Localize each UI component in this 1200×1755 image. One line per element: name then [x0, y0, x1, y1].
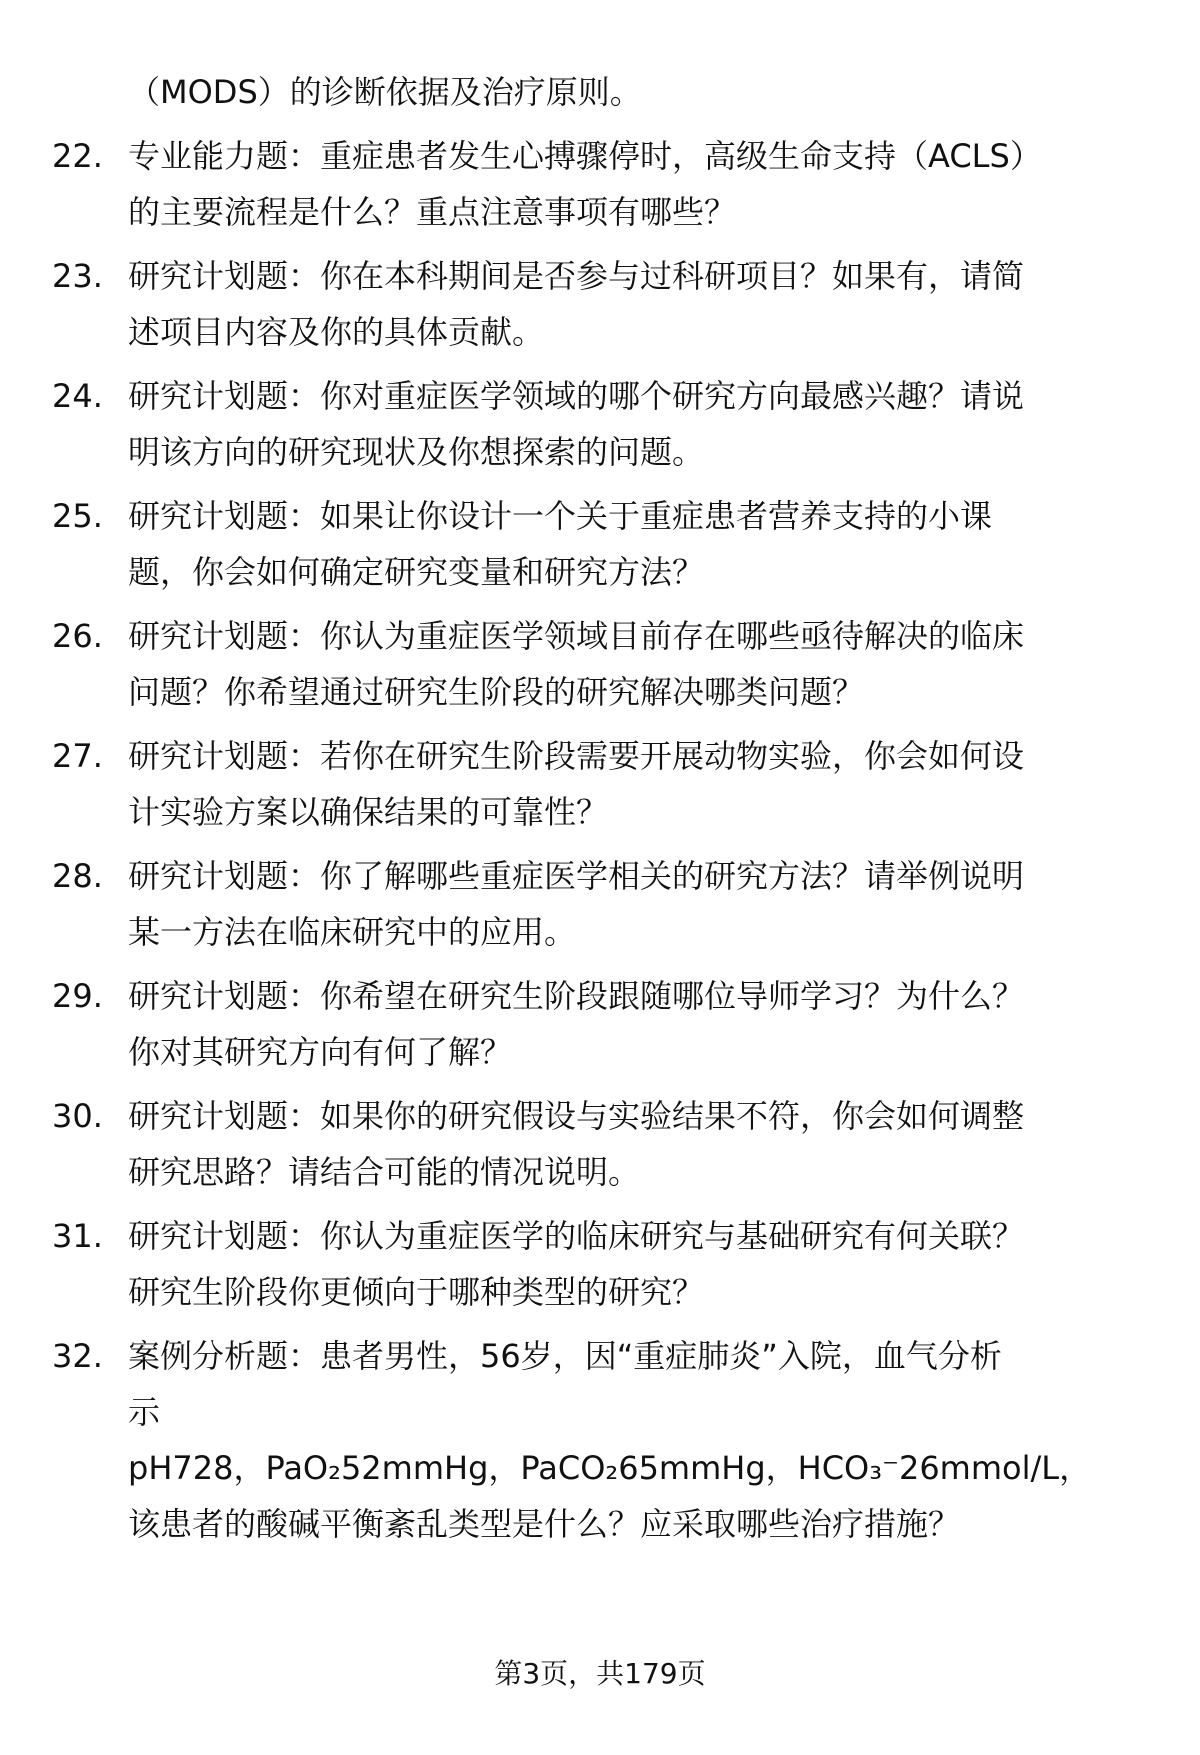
question-text	[128, 128, 1188, 240]
question-line: 研究思路？请结合可能的情况说明。	[128, 1153, 641, 1191]
question-line: 研究计划题：如果你的研究假设与实验结果不符，你会如何调整	[128, 1097, 1025, 1135]
question-line: 问题？你希望通过研究生阶段的研究解决哪类问题？	[128, 673, 865, 711]
question-text	[128, 968, 1188, 1080]
question-line: 研究生阶段你更倾向于哪种类型的研究？	[128, 1273, 705, 1311]
question-text	[128, 728, 1188, 840]
question-line: 计实验方案以确保结果的可靠性？	[128, 793, 609, 831]
question-text	[128, 248, 1188, 360]
question-number: 26.	[52, 617, 103, 655]
question-line: 的主要流程是什么？重点注意事项有哪些？	[128, 193, 737, 231]
question-number: 29.	[52, 977, 103, 1015]
question-number: 32.	[52, 1337, 103, 1375]
question-text	[128, 1328, 1188, 1552]
question-number: 22.	[52, 137, 103, 175]
question-text	[128, 488, 1188, 600]
question-text	[128, 848, 1188, 960]
question-line: 研究计划题：如果让你设计一个关于重症患者营养支持的小课	[128, 497, 993, 535]
question-number: 25.	[52, 497, 103, 535]
question-line: 该患者的酸碱平衡紊乱类型是什么？应采取哪些治疗措施？	[128, 1505, 961, 1543]
question-line: 专业能力题：重症患者发生心搏骤停时，高级生命支持（ACLS）	[128, 137, 1042, 175]
question-line: 案例分析题：患者男性，56岁，因“重症肺炎”入院，血气分析	[128, 1337, 1002, 1375]
question-number: 31.	[52, 1217, 103, 1255]
question-line: 题，你会如何确定研究变量和研究方法？	[128, 553, 705, 591]
question-line: 研究计划题：你希望在研究生阶段跟随哪位导师学习？为什么？	[128, 977, 1025, 1015]
question-number: 27.	[52, 737, 103, 775]
question-number: 28.	[52, 857, 103, 895]
question-line: 研究计划题：你了解哪些重症医学相关的研究方法？请举例说明	[128, 857, 1025, 895]
question-text	[128, 1208, 1188, 1320]
continued-text: （MODS）的诊断依据及治疗原则。	[128, 73, 642, 111]
question-line: 某一方法在临床研究中的应用。	[128, 913, 577, 951]
question-text	[128, 608, 1188, 720]
question-line: 述项目内容及你的具体贡献。	[128, 313, 545, 351]
question-line: 明该方向的研究现状及你想探索的问题。	[128, 433, 705, 471]
question-number: 24.	[52, 377, 103, 415]
question-line: 研究计划题：你在本科期间是否参与过科研项目？如果有，请简	[128, 257, 1025, 295]
question-line: 研究计划题：若你在研究生阶段需要开展动物实验，你会如何设	[128, 737, 1025, 775]
question-line: 研究计划题：你认为重症医学的临床研究与基础研究有何关联？	[128, 1217, 1025, 1255]
question-line: 你对其研究方向有何了解？	[128, 1033, 513, 1071]
question-line: 示	[128, 1393, 161, 1431]
question-text	[128, 1088, 1188, 1200]
question-number: 23.	[52, 257, 103, 295]
question-line: 研究计划题：你对重症医学领域的哪个研究方向最感兴趣？请说	[128, 377, 1025, 415]
question-line: pH728，PaO₂52mmHg，PaCO₂65mmHg，HCO₃⁻26mmol/L，	[128, 1449, 1092, 1487]
page-footer: 第3页，共179页	[494, 1657, 706, 1690]
question-number: 30.	[52, 1097, 103, 1135]
question-text	[128, 368, 1188, 480]
question-line: 研究计划题：你认为重症医学领域目前存在哪些亟待解决的临床	[128, 617, 1025, 655]
